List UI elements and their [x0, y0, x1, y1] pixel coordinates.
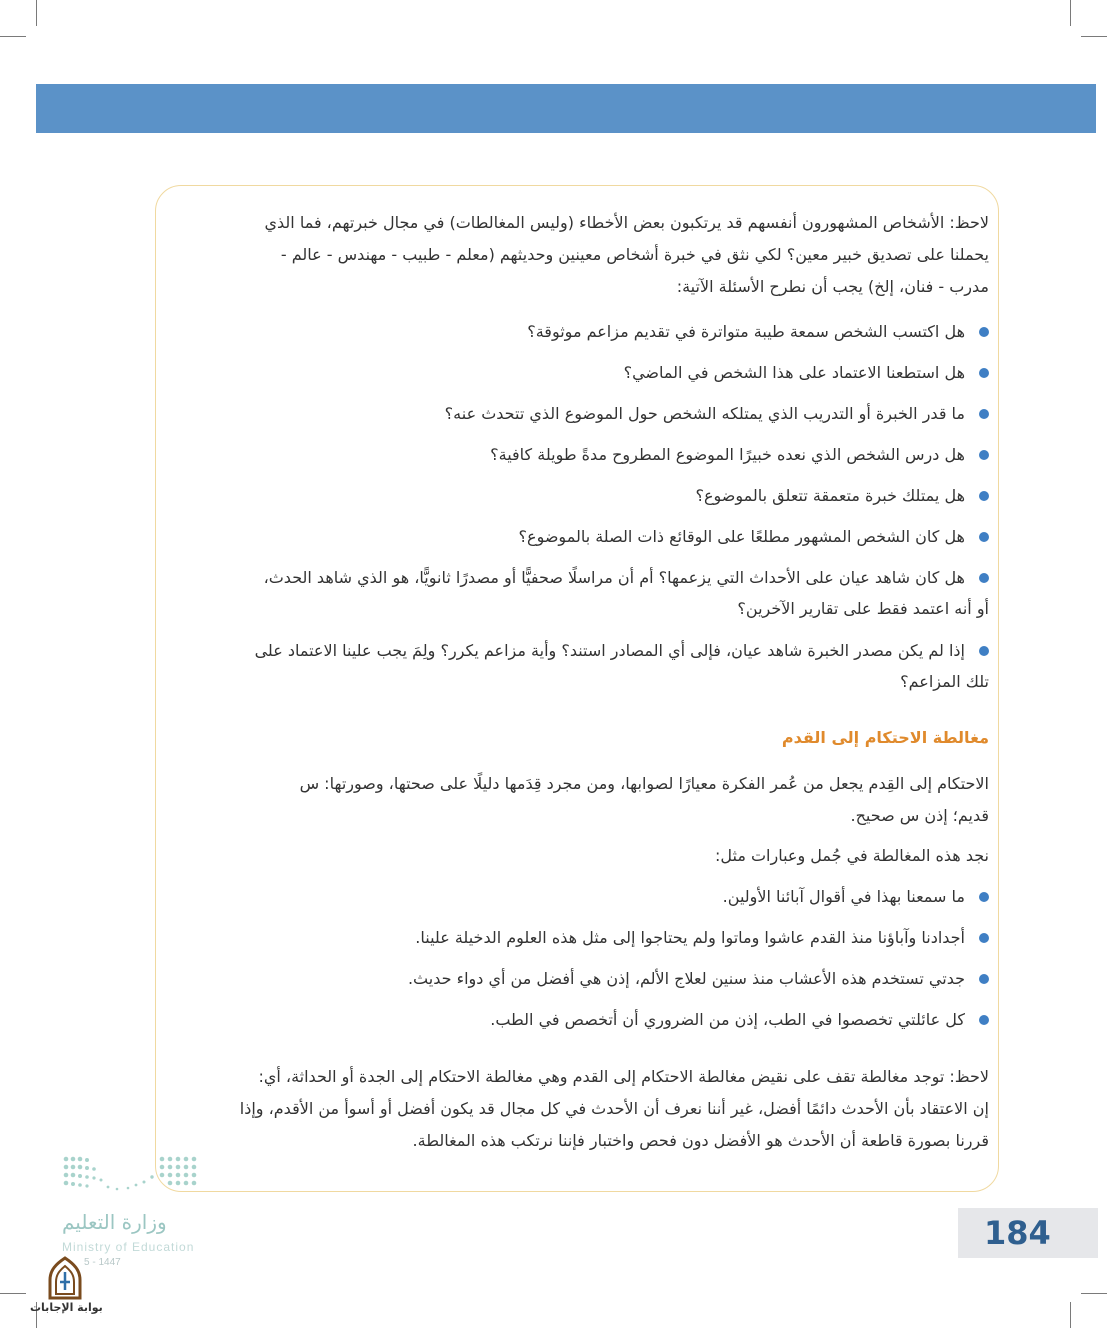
bullet-dot: [979, 1015, 989, 1025]
ministry-name-english: Ministry of Education: [62, 1240, 195, 1254]
bullet-dot: [979, 491, 989, 501]
question-text: هل درس الشخص الذي نعده خبيرًا الموضوع المطروح مدةً طويلة كافية؟: [490, 445, 965, 464]
example-text: كل عائلتي تخصصوا في الطب، إذن من الضروري أن أتخصص في الطب.: [490, 1010, 965, 1029]
example-item: [163, 963, 989, 994]
bullet-dot: [979, 368, 989, 378]
example-item: [163, 1004, 989, 1035]
example-item: [163, 922, 989, 953]
bullet-dot: [979, 573, 989, 583]
crop-mark: [0, 1293, 26, 1294]
example-item: [163, 881, 989, 912]
question-item: [163, 480, 989, 511]
crop-mark: [36, 0, 37, 26]
example-text: جدتي تستخدم هذه الأعشاب منذ سنين لعلاج الألم، إذن هي أفضل من أي دواء حديث.: [407, 969, 965, 988]
note-line: لاحظ: توجد مغالطة تقف على نقيض مغالطة الاحتكام إلى القدم وهي مغالطة الاحتكام إلى الجدة أو الحداثة، أي:: [258, 1067, 989, 1086]
question-text-continued: أو أنه اعتمد فقط على تقارير الآخرين؟: [737, 599, 989, 618]
intro-line: مدرب - فنان، إلخ) يجب أن نطرح الأسئلة الآتية:: [676, 277, 989, 296]
ministry-name-arabic: وزارة التعليم: [62, 1210, 167, 1234]
question-item: [163, 439, 989, 470]
note-line: قررنا بصورة قاطعة أن الأحدث هو الأفضل دون فحص واختبار فإننا نرتكب هذه المغالطة.: [412, 1131, 989, 1150]
question-item: [163, 562, 989, 624]
bullet-dot: [979, 409, 989, 419]
intro-line: يحملنا على تصديق خبير معين؟ لكي نثق في خبرة أشخاص معينين وحديثهم (معلم - طبيب - مهندس - عالم -: [280, 245, 989, 264]
bullet-dot: [979, 450, 989, 460]
intro-line: لاحظ: الأشخاص المشهورون أنفسهم قد يرتكبون بعض الأخطاء (وليس المغالطات) في مجال خبرتهم، فما الذي: [264, 213, 989, 232]
portal-logo-icon: [44, 1256, 86, 1300]
bullet-dot: [979, 974, 989, 984]
crop-mark: [1081, 1293, 1107, 1294]
note-line: إن الاعتقاد بأن الأحدث دائمًا أفضل، غير أننا نعرف أن الأحدث في كل مجال قد يكون أفضل أو أسوأ من الأقدم، وإذا: [239, 1099, 989, 1118]
ministry-year: 5 - 1447: [84, 1257, 121, 1268]
question-text-continued: تلك المزاعم؟: [900, 672, 989, 691]
example-text: أجدادنا وآباؤنا منذ القدم عاشوا وماتوا ولم يحتاجوا إلى مثل هذه العلوم الدخيلة علينا.: [415, 928, 965, 947]
question-text: ما قدر الخبرة أو التدريب الذي يمتلكه الشخص حول الموضوع الذي تتحدث عنه؟: [444, 404, 965, 423]
bullet-dot: [979, 646, 989, 656]
definition-line: الاحتكام إلى القِدم يجعل من عُمر الفكرة معيارًا لصوابها، ومن مجرد قِدَمها دليلًا على صحتها، وصورتها: س: [299, 774, 989, 793]
crop-mark: [1070, 1302, 1071, 1328]
ministry-logo-icon: [62, 1155, 198, 1197]
question-text: هل كان شاهد عيان على الأحداث التي يزعمها؟ أم أن مراسلًا صحفيًّا أو مصدرًا ثانويًّا، هو الذي شاهد الحدث،: [263, 568, 965, 587]
example-text: ما سمعنا بهذا في أقوال آبائنا الأولين.: [722, 887, 965, 906]
definition-line: قديم؛ إذن س صحيح.: [850, 806, 989, 825]
bullet-dot: [979, 933, 989, 943]
page-number: 184: [984, 1214, 1051, 1252]
question-text: هل كان الشخص المشهور مطلعًا على الوقائع ذات الصلة بالموضوع؟: [518, 527, 965, 546]
bullet-dot: [979, 892, 989, 902]
crop-mark: [0, 36, 26, 37]
examples-intro: نجد هذه المغالطة في جُمل وعبارات مثل:: [714, 846, 989, 865]
question-item: [163, 521, 989, 552]
bullet-dot: [979, 532, 989, 542]
header-band: [36, 84, 1096, 133]
question-text: إذا لم يكن مصدر الخبرة شاهد عيان، فإلى أي المصادر استند؟ وأية مزاعم يكرر؟ ولِمَ يجب علينا الاعتماد على: [254, 641, 965, 660]
question-item: [163, 357, 989, 388]
bullet-dot: [979, 327, 989, 337]
crop-mark: [1070, 0, 1071, 26]
crop-mark: [1081, 36, 1107, 37]
question-item: [163, 635, 989, 697]
section-heading: مغالطة الاحتكام إلى القدم: [781, 728, 989, 747]
portal-label: بوابة الإجابات: [30, 1301, 103, 1314]
question-text: هل يمتلك خبرة متعمقة تتعلق بالموضوع؟: [695, 486, 965, 505]
question-text: هل اكتسب الشخص سمعة طيبة متواترة في تقديم مزاعم موثوقة؟: [527, 322, 965, 341]
question-item: [163, 398, 989, 429]
question-item: [163, 316, 989, 347]
question-text: هل استطعنا الاعتماد على هذا الشخص في الماضي؟: [623, 363, 965, 382]
